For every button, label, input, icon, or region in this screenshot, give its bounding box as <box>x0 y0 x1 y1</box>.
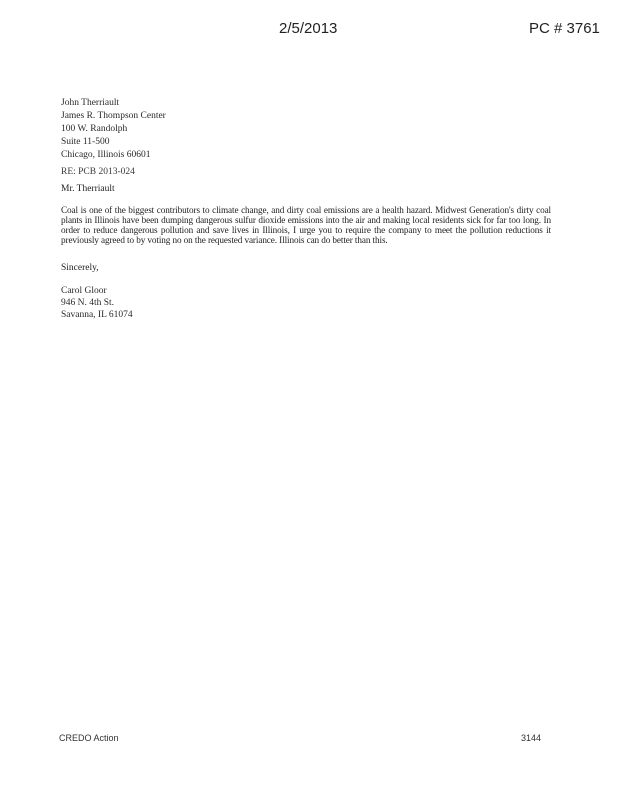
signer-street: 946 N. 4th St. <box>61 298 115 308</box>
recipient-building: James R. Thompson Center <box>61 111 166 121</box>
closing: Sincerely, <box>61 263 99 273</box>
signer-block <box>61 285 133 321</box>
recipient-address-block <box>61 97 166 162</box>
recipient-suite: Suite 11-500 <box>61 137 110 147</box>
recipient-street: 100 W. Randolph <box>61 124 128 134</box>
recipient-name: John Therriault <box>61 98 120 108</box>
footer-page-code: 3144 <box>521 733 542 743</box>
signer-city: Savanna, IL 61074 <box>61 310 133 320</box>
salutation: Mr. Therriault <box>61 184 115 194</box>
header-pc-number: PC # 3761 <box>529 20 600 37</box>
header-date: 2/5/2013 <box>279 20 338 37</box>
letter-body: Coal is one of the biggest contributors to climate change, and dirty coal emissions are a health hazard. Midwest Generation's dirty coal plants in Illinois have been dumping dangerous sulfur dioxide emissions into the air and making local residents sick for far too long. In order to reduce dangerous pollution and save lives in Illinois, I urge you to require the company to meet the pollution reductions it previously agreed to by voting no on the requested variance. Illinois can do better than this. <box>61 205 551 245</box>
footer-source: CREDO Action <box>59 733 119 743</box>
recipient-city: Chicago, Illinois 60601 <box>61 150 151 160</box>
reference-line: RE: PCB 2013-024 <box>61 167 135 177</box>
signer-name: Carol Gloor <box>61 286 107 296</box>
